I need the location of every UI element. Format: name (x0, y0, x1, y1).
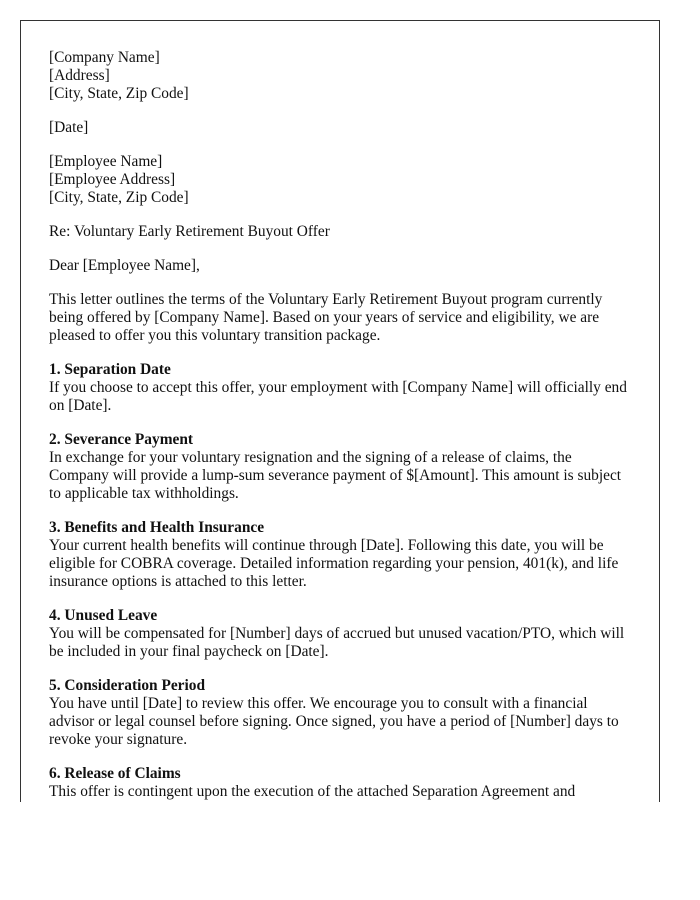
sender-address: [Address] (49, 67, 110, 84)
recipient-name: [Employee Name] (49, 153, 163, 170)
recipient-address-block (49, 153, 631, 207)
letter-date: [Date] (49, 119, 89, 136)
section-body: This offer is contingent upon the execution of the attached Separation Agreement and (49, 783, 576, 800)
section-unused-leave (49, 607, 631, 661)
section-title: 6. Release of Claims (49, 765, 181, 782)
section-title: 1. Separation Date (49, 361, 171, 378)
section-body: If you choose to accept this offer, your employment with [Company Name] will officially end on [Date]. (49, 379, 627, 414)
section-benefits-health-insurance (49, 519, 631, 591)
section-body: Your current health benefits will continue through [Date]. Following this date, you will be eligible for COBRA coverage. Detailed information regarding your pension, 401(k), and life insurance options is attached to this letter. (49, 537, 619, 590)
date-block (49, 119, 631, 137)
section-body: You will be compensated for [Number] days of accrued but unused vacation/PTO, which will be included in your final paycheck on [Date]. (49, 625, 625, 660)
recipient-address: [Employee Address] (49, 171, 176, 188)
section-severance-payment (49, 431, 631, 503)
sender-company-name: [Company Name] (49, 49, 160, 66)
section-title: 3. Benefits and Health Insurance (49, 519, 265, 536)
intro-paragraph: This letter outlines the terms of the Voluntary Early Retirement Buyout program currently being offered by [Company Name]. Based on your years of service and eligibility, we are pleased to offer you this voluntary transition package. (49, 291, 603, 344)
section-title: 5. Consideration Period (49, 677, 206, 694)
section-separation-date (49, 361, 631, 415)
section-release-of-claims (49, 765, 631, 801)
section-body: You have until [Date] to review this offer. We encourage you to consult with a financial advisor or legal counsel before signing. Once signed, you have a period of [Number] days to revoke your signature. (49, 695, 619, 748)
section-title: 2. Severance Payment (49, 431, 194, 448)
section-consideration-period (49, 677, 631, 749)
sender-city-state-zip: [City, State, Zip Code] (49, 85, 189, 102)
salutation-block (49, 257, 631, 275)
intro-paragraph-block (49, 291, 631, 345)
salutation: Dear [Employee Name], (49, 257, 200, 274)
subject-line-block (49, 223, 631, 241)
subject-line: Re: Voluntary Early Retirement Buyout Offer (49, 223, 330, 240)
recipient-city-state-zip: [City, State, Zip Code] (49, 189, 189, 206)
letter-document (20, 20, 660, 802)
section-title: 4. Unused Leave (49, 607, 158, 624)
section-body: In exchange for your voluntary resignation and the signing of a release of claims, the Company will provide a lump-sum severance payment of $[Amount]. This amount is subject to applicable tax withholdings. (49, 449, 622, 502)
sender-address-block (49, 49, 631, 103)
